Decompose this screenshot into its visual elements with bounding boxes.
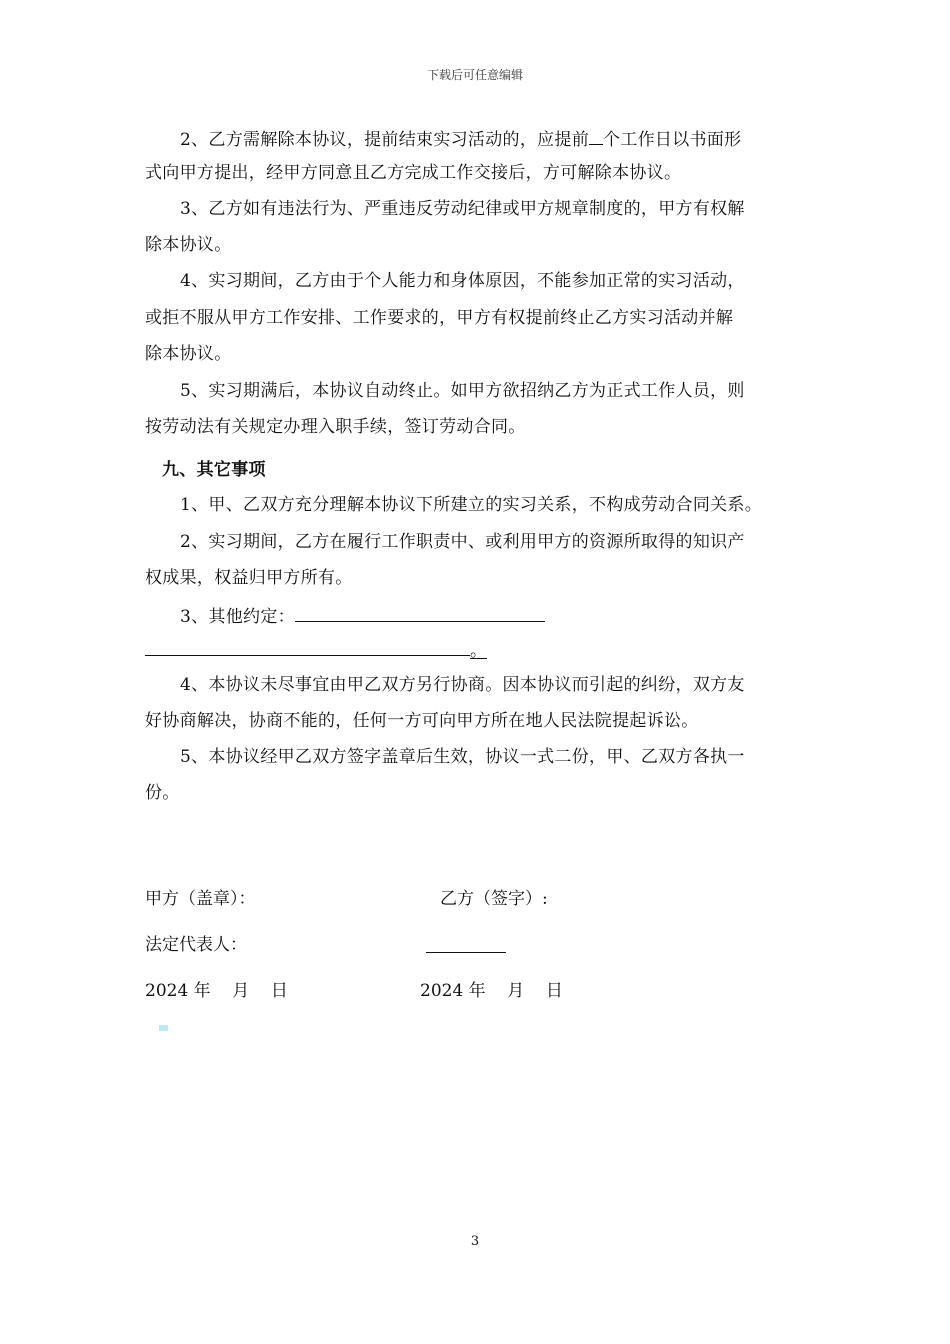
section9-item2-line1: 2、实习期间，乙方在履行工作职责中、或利用甲方的资源所取得的知识产 bbox=[180, 532, 745, 552]
legal-representative: 法定代表人： bbox=[145, 935, 247, 955]
section9-item4-line2: 好协商解决，协商不能的，任何一方可向甲方所在地人民法院提起诉讼。 bbox=[145, 711, 699, 731]
clause8-item4-line3: 除本协议。 bbox=[145, 344, 232, 364]
section9-item4-line1: 4、本协议未尽事宜由甲乙双方另行协商。因本协议而引起的纠纷，双方友 bbox=[180, 675, 745, 695]
section9-item1: 1、甲、乙双方充分理解本协议下所建立的实习关系，不构成劳动合同关系。 bbox=[180, 495, 763, 515]
section9-item5-line2: 份。 bbox=[145, 783, 180, 803]
other-terms-blank bbox=[295, 603, 545, 622]
party-a-date: 2024 年 月 日 bbox=[145, 981, 288, 1001]
clause8-item3-line2: 除本协议。 bbox=[145, 235, 232, 255]
section9-item3-line2 bbox=[145, 637, 487, 662]
section9-title: 九、其它事项 bbox=[162, 460, 266, 480]
clause8-item2-line2: 式向甲方提出，经甲方同意且乙方完成工作交接后，方可解除本协议。 bbox=[145, 163, 682, 183]
selection-marker bbox=[159, 1025, 168, 1031]
party-b-sign: 乙方（签字）: bbox=[440, 889, 548, 909]
section9-item3-label: 3、其他约定： bbox=[180, 607, 295, 627]
other-terms-blank-2 bbox=[145, 637, 470, 656]
section9-item3-end: 。 bbox=[470, 641, 488, 661]
section9-item2-line2: 权成果，权益归甲方所有。 bbox=[145, 568, 353, 588]
clause8-item2-post: 个工作日以书面形 bbox=[603, 130, 742, 150]
party-b-date: 2024 年 月 日 bbox=[420, 981, 563, 1001]
days-blank bbox=[589, 126, 603, 145]
clause8-item5-line2: 按劳动法有关规定办理入职手续，签订劳动合同。 bbox=[145, 417, 526, 437]
section9-item5-line1: 5、本协议经甲乙双方签字盖章后生效，协议一式二份，甲、乙双方各执一 bbox=[180, 747, 745, 767]
clause8-item4-line2: 或拒不服从甲方工作安排、工作要求的，甲方有权提前终止乙方实习活动并解 bbox=[145, 308, 734, 328]
party-b-signature-line bbox=[426, 934, 506, 959]
clause8-item4-line1: 4、实习期间，乙方由于个人能力和身体原因，不能参加正常的实习活动， bbox=[180, 271, 745, 291]
party-a-seal: 甲方（盖章）： bbox=[145, 889, 256, 909]
section9-item3-line1 bbox=[180, 603, 545, 628]
clause8-item3-line1: 3、乙方如有违法行为、严重违反劳动纪律或甲方规章制度的，甲方有权解 bbox=[180, 199, 745, 219]
header-note: 下载后可任意编辑 bbox=[426, 68, 523, 82]
clause8-item2-pre: 2、乙方需解除本协议，提前结束实习活动的，应提前 bbox=[180, 130, 590, 150]
signature-blank bbox=[426, 934, 506, 953]
clause8-item5-line1: 5、实习期满后，本协议自动终止。如甲方欲招纳乙方为正式工作人员，则 bbox=[180, 381, 745, 401]
page-number: 3 bbox=[470, 1234, 480, 1249]
clause8-item2-line1 bbox=[180, 126, 741, 151]
